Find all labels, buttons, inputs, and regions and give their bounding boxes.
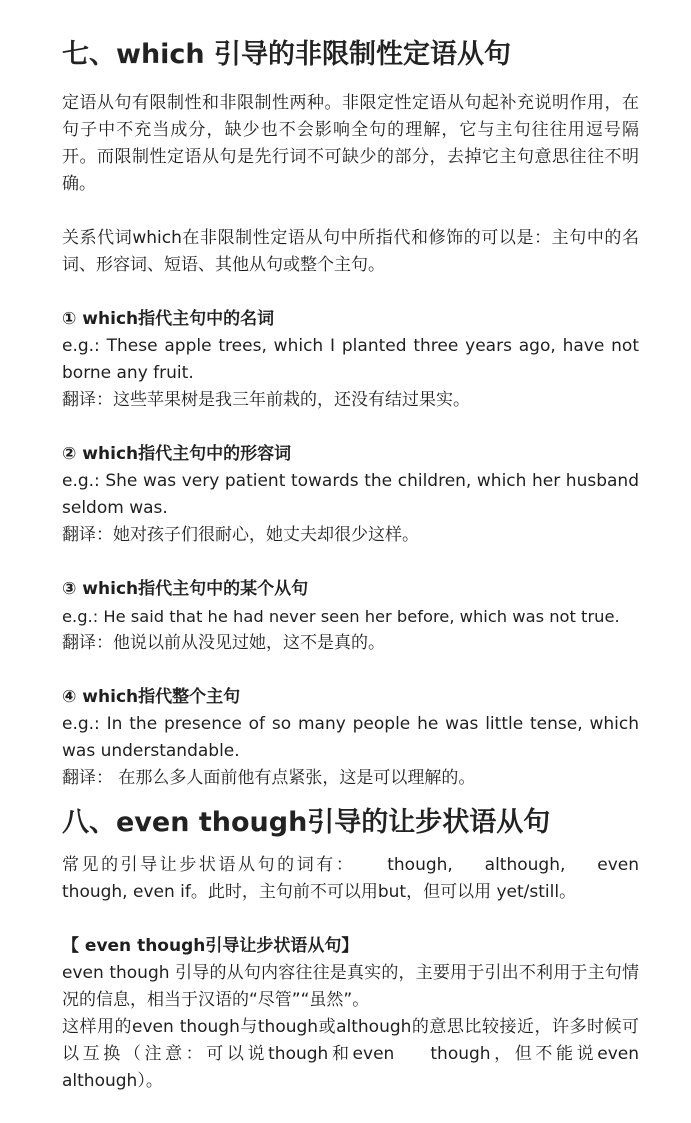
section-8-para-1: even though 引导的从句内容往往是真实的，主要用于引出不利用于主句情况的信息，相当于汉语的“尽管”“虽然”。 — [62, 963, 639, 1010]
item-translation: 翻译： 在那么多人面前他有点紧张，这是可以理解的。 — [62, 768, 476, 788]
item-translation: 翻译：她对孩子们很耐心，她丈夫却很少这样。 — [62, 525, 419, 545]
item-clause — [62, 576, 639, 657]
item-heading: ② which指代主句中的形容词 — [62, 444, 292, 464]
item-heading: ③ which指代主句中的某个从句 — [62, 579, 309, 599]
section-8-subheading: 【 even though引导让步状语从句】 — [62, 936, 359, 956]
section-8-title: 八、even though引导的让步状语从句 — [62, 807, 551, 838]
item-example: e.g.: These apple trees, which I planted three years ago, have not borne any fruit. — [62, 336, 639, 383]
item-adjective — [62, 441, 639, 549]
item-example: e.g.: He said that he had never seen her before, which was not true. — [62, 607, 620, 626]
item-heading: ④ which指代整个主句 — [62, 687, 241, 707]
item-heading: ① which指代主句中的名词 — [62, 309, 275, 329]
section-8-intro: 常见的引导让步状语从句的词有： though, although, even though, even if。此时，主句前不可以用but，但可以用 yet/still。 — [62, 855, 645, 902]
section-8-para-2: 这样用的even though与though或although的意思比较接近，许多时候可以互换（注意：可以说though和even though，但不能说even although）。 — [62, 1017, 645, 1091]
section-7-intro: 定语从句有限制性和非限制性两种。非限定性定语从句起补充说明作用，在句子中不充当成分，缺少也不会影响全句的理解，它与主句往往用逗号隔开。而限制性定语从句是先行词不可缺少的部分，去掉它主句意思往往不明确。 — [62, 93, 639, 194]
item-noun — [62, 306, 639, 414]
item-translation: 翻译：这些苹果树是我三年前栽的，还没有结过果实。 — [62, 390, 470, 410]
item-translation: 翻译：他说以前从没见过她，这不是真的。 — [62, 633, 385, 653]
item-whole-clause — [62, 684, 639, 792]
item-example: e.g.: She was very patient towards the children, which her husband seldom was. — [62, 471, 639, 518]
section-7-intro-2: 关系代词which在非限制性定语从句中所指代和修饰的可以是：主句中的名词、形容词、短语、其他从句或整个主句。 — [62, 228, 639, 275]
section-7-title: 七、which 引导的非限制性定语从句 — [62, 39, 512, 70]
item-example: e.g.: In the presence of so many people he was little tense, which was understandable. — [62, 714, 639, 761]
